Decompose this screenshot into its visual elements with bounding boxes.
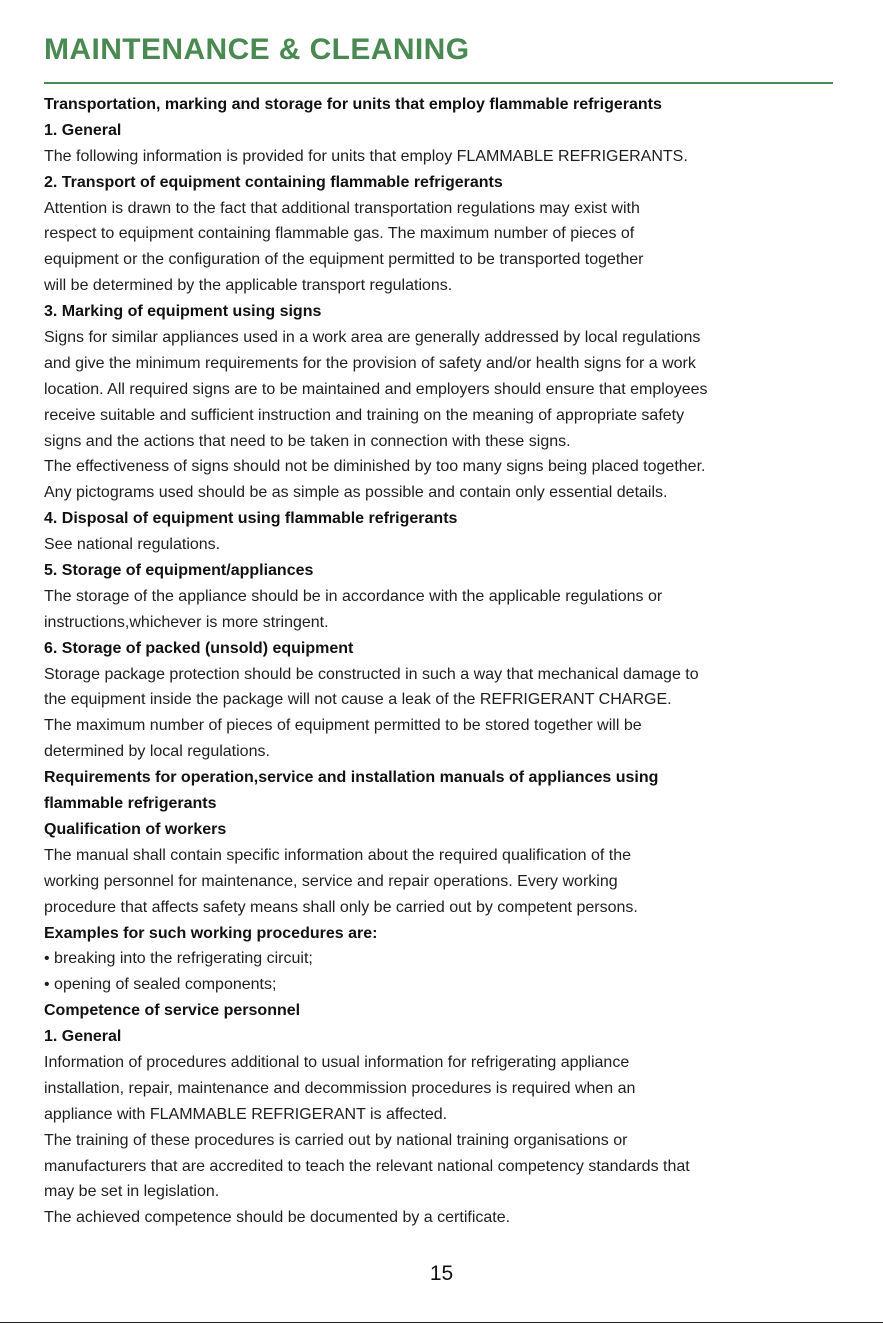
bullet-item: • breaking into the refrigerating circuit;	[44, 950, 313, 968]
body-line: respect to equipment containing flammable gas. The maximum number of pieces of	[44, 225, 635, 243]
body-line: Storage package protection should be constructed in such a way that mechanical damage to	[44, 665, 699, 683]
bottom-divider	[0, 1322, 883, 1323]
title-divider	[44, 82, 833, 84]
body-line: manufacturers that are accredited to teach the relevant national competency standards that	[44, 1157, 690, 1175]
body-line: equipment or the configuration of the equipment permitted to be transported together	[44, 251, 644, 269]
subheading-general: 1. General	[44, 121, 122, 139]
body-line: determined by local regulations.	[44, 743, 270, 761]
body-line: instructions,whichever is more stringent.	[44, 613, 329, 631]
section-heading-transportation: Transportation, marking and storage for units that employ flammable refrigerants	[44, 96, 662, 113]
body-line: See national regulations.	[44, 536, 221, 554]
subheading-general-2: 1. General	[44, 1028, 122, 1046]
body-line: The following information is provided for units that employ FLAMMABLE REFRIGERANTS.	[44, 147, 688, 165]
body-line: The maximum number of pieces of equipment permitted to be stored together will be	[44, 717, 642, 735]
body-line: Signs for similar appliances used in a work area are generally addressed by local regulations	[44, 329, 701, 347]
body-line: may be set in legislation.	[44, 1183, 220, 1201]
body-line: the equipment inside the package will not cause a leak of the REFRIGERANT CHARGE.	[44, 691, 672, 709]
body-line: appliance with FLAMMABLE REFRIGERANT is affected.	[44, 1105, 448, 1123]
body-line: will be determined by the applicable transport regulations.	[44, 277, 453, 295]
body-line: Attention is drawn to the fact that additional transportation regulations may exist with	[44, 199, 640, 217]
subheading-competence: Competence of service personnel	[44, 1002, 301, 1020]
page-number: 15	[429, 1262, 454, 1285]
body-line: Information of procedures additional to usual information for refrigerating appliance	[44, 1053, 630, 1071]
body-line: receive suitable and sufficient instruction and training on the meaning of appropriate safety	[44, 406, 685, 424]
subheading-disposal: 4. Disposal of equipment using flammable refrigerants	[44, 510, 458, 528]
body-line: procedure that affects safety means shall only be carried out by competent persons.	[44, 898, 638, 916]
body-line: Any pictograms used should be as simple as possible and contain only essential details.	[44, 484, 668, 502]
section-heading-requirements: Requirements for operation,service and installation manuals of appliances using	[44, 769, 659, 787]
body-line: signs and the actions that need to be taken in connection with these signs.	[44, 432, 571, 450]
page-title: MAINTENANCE & CLEANING	[44, 33, 470, 66]
bullet-item: • opening of sealed components;	[44, 976, 277, 994]
subheading-marking: 3. Marking of equipment using signs	[44, 303, 322, 321]
section-heading-requirements-cont: flammable refrigerants	[44, 795, 217, 813]
subheading-transport: 2. Transport of equipment containing flammable refrigerants	[44, 173, 503, 191]
body-line: The effectiveness of signs should not be diminished by too many signs being placed together.	[44, 458, 706, 476]
subheading-storage: 5. Storage of equipment/appliances	[44, 562, 314, 580]
subheading-qualification: Qualification of workers	[44, 820, 227, 838]
subheading-examples: Examples for such working procedures are:	[44, 924, 378, 942]
subheading-packed-storage: 6. Storage of packed (unsold) equipment	[44, 639, 354, 657]
body-line: The storage of the appliance should be in accordance with the applicable regulations or	[44, 587, 663, 605]
document-body	[44, 92, 844, 1231]
body-line: location. All required signs are to be maintained and employers should ensure that employees	[44, 380, 708, 398]
body-line: The achieved competence should be documented by a certificate.	[44, 1209, 511, 1227]
body-line: The manual shall contain specific information about the required qualification of the	[44, 846, 632, 864]
body-line: The training of these procedures is carried out by national training organisations or	[44, 1131, 628, 1149]
body-line: working personnel for maintenance, service and repair operations. Every working	[44, 872, 618, 890]
body-line: installation, repair, maintenance and decommission procedures is required when an	[44, 1079, 636, 1097]
body-line: and give the minimum requirements for the provision of safety and/or health signs for a work	[44, 354, 696, 372]
